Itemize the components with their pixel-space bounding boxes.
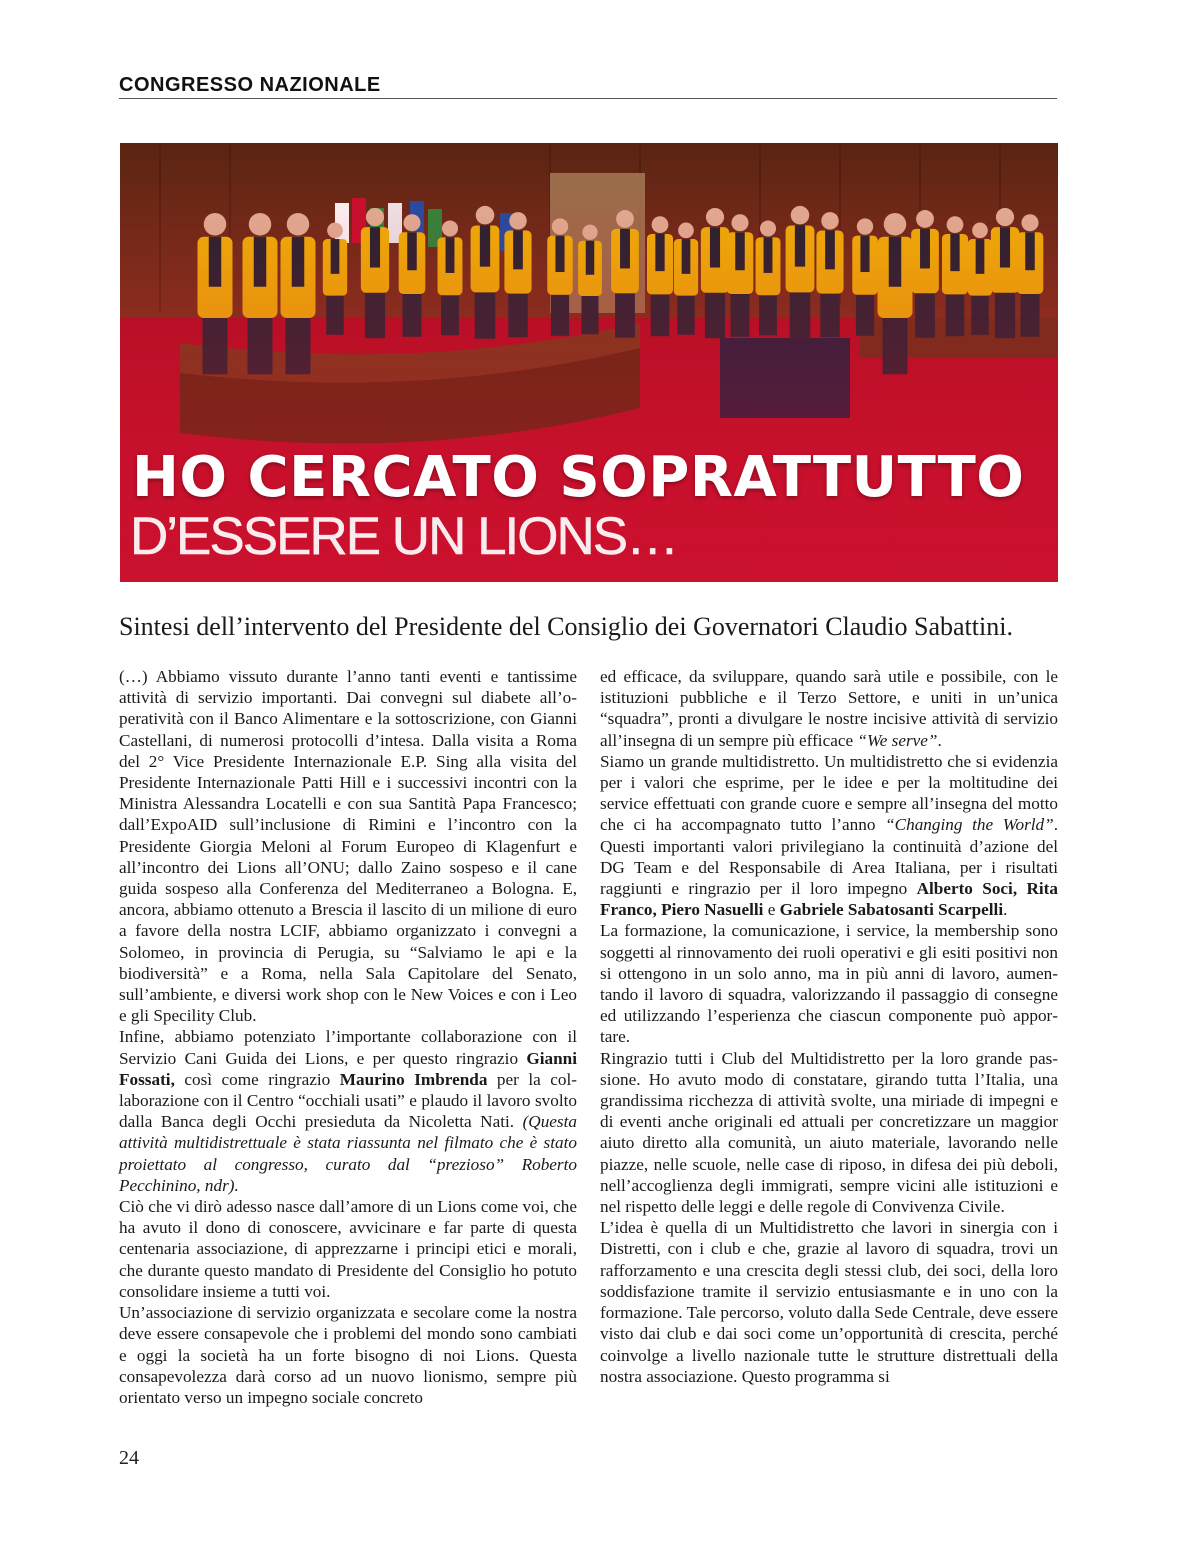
article-column-left: [119, 666, 577, 1408]
article-column-right: [600, 666, 1058, 1387]
hero-photo: [120, 143, 1058, 582]
paragraph: Ciò che vi dirò adesso nasce dall’amore di un Lions come voi, che ha avuto il dono di conoscere, avvicinare e far parte di questa centenaria associazione, di apprezzarne i principi etici e morali, che durante questo mandato di Presidente del Consiglio ho potuto consolidare insieme a tutti voi.: [119, 1197, 577, 1301]
paragraph: Siamo un grande multidistretto. Un multidistretto che si evidenzia per i valori che esprime, per le idee e per la moltitudine dei service effettuati con grande cuore e sempre all’insegna del motto che ci ha accompagnato tutto l’anno “Changing the World”. Questi importanti valori privilegiano la continuità d’azione del DG Team e del Responsabile di Area Italiana, per i risultati raggiunti e ringrazio per il loro impegno Alberto Soci, Rita Franco, Piero Nasuelli e Gabriele Sabatosanti Scarpelli.: [600, 751, 1059, 920]
hero-subtitle: D’ESSERE UN LIONS…: [130, 507, 678, 566]
paragraph: Un’associazione di servizio organizzata e secolare come la nostra deve essere consapevole che i problemi del mondo sono cambiati e oggi la società ha un forte bisogno di noi Lions. Questa consapevolezza darà corso ad un nuovo lionismo, sempre più orientato verso un impegno sociale concreto: [119, 1303, 577, 1407]
article-lede: Sintesi dell’intervento del Presidente del Consiglio dei Governatori Claudio Sabattini.: [119, 612, 1013, 641]
page-number: 24: [119, 1447, 139, 1469]
section-label: CONGRESSO NAZIONALE: [119, 74, 381, 96]
hero-title: HO CERCATO SOPRATTUTTO: [132, 445, 1025, 510]
section-rule: [119, 98, 1057, 99]
paragraph: (…) Abbiamo vissuto durante l’anno tanti eventi e tantissime attività di servizio importanti. Dai convegni sul diabete all’operatività con il Banco Alimentare e la sottoscrizione, con Gianni Castellani, di numerosi protocolli d’intesa. Dalla visita a Roma del 2° Vice Presidente Internazionale E.P. Sing alla visita del Presidente Internazionale Patti Hill e i successivi incontri con la Ministra Alessandra Locatelli e con sua Santità Papa Francesco; dall’ExpoAID sull’inclusione di Rimini e l’incontro con la Presidente Giorgia Meloni al Forum Europeo di Klagenfurt e all’incontro dei Lions all’ONU; dallo Zaino sospeso e il cane guida sospeso alla Conferenza del Mediterraneo a Bologna. E, ancora, abbiamo ottenuto a Brescia il lascito di un milione di euro a favore della nostra LCIF, abbiamo organizzato i convegni a Solomeo, in provincia di Perugia, su “Salviamo le api e la biodiversità” e a Roma, nella Sala Capitolare del Senato, sull’ambiente, e diversi work shop con le New Voices e con i Leo e gli Specility Club.: [119, 667, 577, 1026]
paragraph: Ringrazio tutti i Club del Multidistretto per la loro grande passione. Ho avuto modo di constatare, girando tutta l’Italia, una grandissima ricchezza di attività svolte, una miriade di impegni e di eventi anche originali ed attuali per concretizzare un maggior aiuto diretto alla comunità, un aiuto materiale, lavorando nelle piazze, nelle scuole, nelle case di riposo, in difesa dei più deboli, nell’accoglienza degli immigrati, sempre vicini alle istituzioni e nel rispetto delle leggi e delle regole di Convivenza Civile.: [600, 1048, 1058, 1217]
paragraph: L’idea è quella di un Multidistretto che lavori in sinergia con i Distretti, con i club e che, grazie al lavoro di squadra, trovi un rafforzamento e una crescita degli stessi club, dei soci, della loro soddisfazione tramite il servizio entusiasmante e in uno con la formazione. Tale percorso, voluto dalla Sede Centrale, deve essere visto dai club e dai soci come un’opportunità di crescita, perché coinvolge a livello nazionale tutte le strutture distrettuali della nostra associazione. Questo programma si: [600, 1218, 1058, 1386]
paragraph: Infine, abbiamo potenziato l’importante collaborazione con il Servizio Cani Guida dei Lions, e per questo ringrazio Gianni Fossati, così come ringrazio Maurino Imbrenda per la collaborazione con il Centro “occhiali usati” e plaudo il lavoro svolto dalla Banca degli Occhi presieduta da Nicoletta Nati. (Questa attività multidistrettuale è stata riassunta nel filmato che è stato proiettato al congresso, curato dal “prezioso” Roberto Pecchinino, ndr).: [119, 1027, 577, 1195]
paragraph: ed efficace, da sviluppare, quando sarà utile e possibile, con le istituzioni pubbliche e il Terzo Settore, e uniti in un’unica “squadra”, pronti a divulgare le nostre incisive attività di servizio all’insegna di un sempre più efficace “We serve”.: [600, 667, 1058, 750]
paragraph: La formazione, la comunicazione, i service, la membership sono soggetti al rinnovamento dei ruoli operativi e gli esiti positivi non si ottengono in un solo anno, ma in più anni di lavoro, aumentando il lavoro di squadra, valorizzando il passaggio di consegne ed utilizzando l’esperienza che ciascun componente può apportare.: [600, 921, 1058, 1047]
